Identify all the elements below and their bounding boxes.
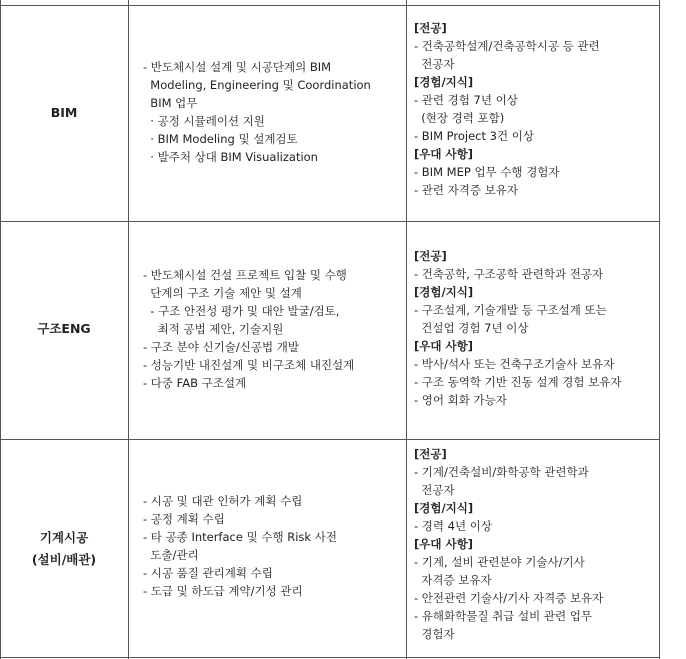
qualification-line: - BIM Project 3건 이상 xyxy=(414,129,534,143)
qualification-line: - 안전관련 기술사/기사 자격증 보유자 xyxy=(414,591,604,605)
duty-line: 최적 공법 제안, 기술지원 xyxy=(143,322,284,336)
qualification-line: - 건축공학설계/건축공학시공 등 관련 xyxy=(414,39,600,53)
qualification-heading: [전공] xyxy=(414,21,447,35)
duty-line: - 타 공종 Interface 및 수행 Risk 사전 xyxy=(143,530,337,544)
category-label: 구조ENG xyxy=(37,321,91,336)
qualification-line: - 기계, 설비 관련분야 기술사/기사 xyxy=(414,555,585,569)
duty-line: - 반도체시설 건설 프로젝트 입찰 및 수행 xyxy=(143,268,347,282)
qualifications-cell xyxy=(414,19,600,199)
qualification-line: - 관련 자격증 보유자 xyxy=(414,183,518,197)
qualification-heading: [우대 사항] xyxy=(414,537,473,551)
category-cell xyxy=(0,102,128,124)
row-divider xyxy=(0,5,660,6)
duty-line: - 시공 품질 관리계획 수립 xyxy=(143,566,273,580)
qualification-line: - 기계/건축설비/화학공학 관련학과 xyxy=(414,465,589,479)
duty-line: · 발주처 상대 BIM Visualization xyxy=(143,150,318,164)
duty-line: · 공정 시뮬레이션 지원 xyxy=(143,114,265,128)
qualification-heading: [우대 사항] xyxy=(414,339,473,353)
row-divider xyxy=(0,439,660,440)
duties-cell xyxy=(143,266,354,392)
qualification-line: 건설업 경험 7년 이상 xyxy=(414,321,529,335)
qualification-heading: [전공] xyxy=(414,447,447,461)
qualification-line: 경험자 xyxy=(414,627,455,641)
duty-line: - 반도체시설 설계 및 시공단계의 BIM xyxy=(143,60,332,74)
qualifications-cell xyxy=(414,445,603,643)
qualification-heading: [우대 사항] xyxy=(414,147,473,161)
row-divider xyxy=(0,657,660,658)
qualification-heading: [경험/지식] xyxy=(414,75,474,89)
qualification-line: - 구조설계, 기술개발 등 구조설계 또는 xyxy=(414,303,607,317)
qualification-line: - 유해화학물질 취급 설비 관련 업무 xyxy=(414,609,592,623)
duty-line: · BIM Modeling 및 설계검토 xyxy=(143,132,298,146)
qualification-line: (현장 경력 포함) xyxy=(414,111,505,125)
duty-line: - 도급 및 하도급 계약/기성 관리 xyxy=(143,584,303,598)
qualification-line: 전공자 xyxy=(414,57,455,71)
duty-line: - 시공 및 대관 인허가 계획 수립 xyxy=(143,494,303,508)
category-label: BIM xyxy=(50,105,78,120)
duty-line: 단계의 구조 기술 제안 및 설계 xyxy=(143,286,302,300)
column-divider xyxy=(659,0,660,659)
qualification-line: - 영어 회화 가능자 xyxy=(414,393,507,407)
qualification-line: - 박사/석사 또는 건축구조기술사 보유자 xyxy=(414,357,615,371)
qualification-line: - 경력 4년 이상 xyxy=(414,519,492,533)
column-divider xyxy=(406,0,407,659)
duty-line: - 공정 계획 수립 xyxy=(143,512,225,526)
qualification-line: 자격증 보유자 xyxy=(414,573,492,587)
qualification-line: 전공자 xyxy=(414,483,455,497)
qualification-line: - BIM MEP 업무 수행 경험자 xyxy=(414,165,560,179)
qualification-heading: [전공] xyxy=(414,249,447,263)
qualification-line: - 관련 경험 7년 이상 xyxy=(414,93,518,107)
duties-cell xyxy=(143,58,371,166)
duty-line: - 구조 안전성 평가 및 대안 발굴/검토, xyxy=(143,304,340,318)
duty-line: Modeling, Engineering 및 Coordination xyxy=(143,78,371,92)
duties-cell xyxy=(143,492,337,600)
category-label: (설비/배관) xyxy=(31,552,97,567)
duty-line: 도출/관리 xyxy=(143,548,199,562)
qualification-heading: [경험/지식] xyxy=(414,285,474,299)
duty-line: - 성능기반 내진설계 및 비구조체 내진설계 xyxy=(143,358,355,372)
duty-line: - 다중 FAB 구조설계 xyxy=(143,376,247,390)
category-cell xyxy=(0,318,128,340)
category-label: 기계시공 xyxy=(39,530,89,545)
duty-line: - 구조 분야 신기술/신공법 개발 xyxy=(143,340,299,354)
column-divider xyxy=(128,0,129,659)
qualifications-cell xyxy=(414,247,621,409)
qualification-heading: [경험/지식] xyxy=(414,501,474,515)
category-cell xyxy=(0,527,128,571)
duty-line: BIM 업무 xyxy=(143,96,198,110)
qualification-line: - 건축공학, 구조공학 관련학과 전공자 xyxy=(414,267,604,281)
qualification-line: - 구조 동역학 기반 진동 설계 경험 보유자 xyxy=(414,375,622,389)
row-divider xyxy=(0,221,660,222)
